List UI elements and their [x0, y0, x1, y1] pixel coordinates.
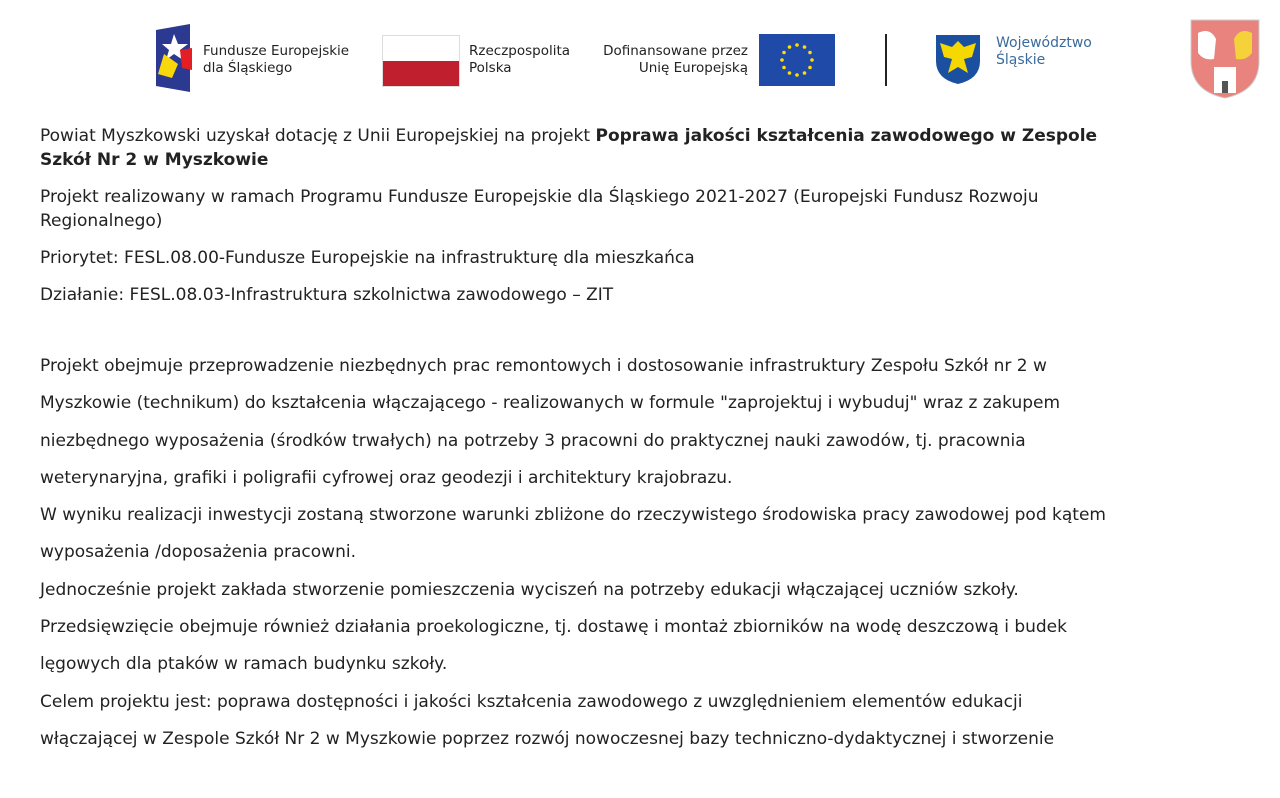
polish-flag-icon — [382, 35, 460, 87]
star-icon — [795, 43, 799, 47]
description-line: wyposażenia /doposażenia pracowni. — [40, 542, 356, 563]
article-content — [40, 124, 1106, 758]
eu-line1: Dofinansowane przez — [603, 43, 748, 59]
star-icon — [808, 51, 812, 55]
star-icon — [795, 73, 799, 77]
star-icon — [803, 45, 807, 49]
star-icon — [803, 71, 807, 75]
fe-line2: dla Śląskiego — [203, 60, 293, 76]
fe-logo-icon — [156, 24, 194, 92]
intro-text: Powiat Myszkowski uzyskał dotację z Unii Europejskiej na projekt — [40, 126, 596, 146]
star-icon — [808, 66, 812, 70]
silesia-coat-of-arms-icon — [934, 33, 982, 85]
star-icon — [782, 66, 786, 70]
priority-text: Priorytet: FESL.08.00-Fundusze Europejskie na infrastrukturę dla mieszkańca — [40, 248, 695, 268]
eu-logo-text — [590, 43, 748, 77]
description — [40, 348, 1106, 758]
description-line: niezbędnego wyposażenia (środków trwałych) na potrzeby 3 pracowni do praktycznej nauki zawodów, tj. pracownia — [40, 430, 1026, 451]
star-icon — [810, 58, 814, 62]
description-line: Projekt obejmuje przeprowadzenie niezbędnych prac remontowych i dostosowanie infrastruktury Zespołu Szkół nr 2 w — [40, 356, 1047, 376]
description-line: Jednocześnie projekt zakłada stworzenie pomieszczenia wyciszeń na potrzeby edukacji włączającej uczniów szkoły. — [40, 579, 1019, 600]
ws-line1: Województwo — [996, 35, 1092, 51]
description-line: Przedsięwzięcie obejmuje również działania proekologiczne, tj. dostawę i montaż zbiorników na wodę deszczową i budek — [40, 617, 1067, 638]
ws-logo-text — [996, 35, 1092, 69]
star-icon — [788, 45, 792, 49]
program-text: Projekt realizowany w ramach Programu Fundusze Europejskie dla Śląskiego 2021-2027 (Europejski Fundusz Rozwoju — [40, 187, 1039, 207]
rp-line2: Polska — [469, 60, 512, 76]
description-line: Myszkowie (technikum) do kształcenia włączającego - realizowanych w formule "zaprojektuj i wybuduj" wraz z zakupem — [40, 393, 1061, 414]
project-title: Poprawa jakości kształcenia zawodowego w Zespole — [595, 126, 1098, 146]
star-icon — [780, 58, 784, 62]
star-icon — [782, 51, 786, 55]
project-title-cont: Szkół Nr 2 w Myszkowie — [40, 150, 269, 170]
fe-logo-text — [203, 43, 349, 77]
intro-paragraph — [40, 124, 1106, 148]
star-icon — [788, 71, 792, 75]
eu-line2: Unię Europejską — [638, 60, 748, 76]
program-text-cont: Regionalnego) — [40, 211, 163, 231]
rp-logo-text — [469, 43, 570, 77]
description-line: Celem projektu jest: poprawa dostępności i jakości kształcenia zawodowego z uwzględnieniem elementów edukacji — [40, 691, 1023, 712]
fe-line1: Fundusze Europejskie — [203, 43, 350, 59]
divider — [885, 34, 887, 86]
description-line: lęgowych dla ptaków w ramach budynku szkoły. — [40, 654, 448, 675]
logo-bar — [0, 0, 1280, 110]
eu-flag-icon — [759, 34, 835, 86]
rp-line1: Rzeczpospolita — [469, 43, 571, 59]
ws-line2: Śląskie — [996, 52, 1046, 68]
description-line: weterynaryjna, grafiki i poligrafii cyfrowej oraz geodezji i architektury krajobrazu. — [40, 467, 733, 488]
myszkow-county-coat-of-arms-icon — [1190, 19, 1260, 99]
action-text: Działanie: FESL.08.03-Infrastruktura szkolnictwa zawodowego – ZIT — [40, 285, 614, 305]
description-line: W wyniku realizacji inwestycji zostaną stworzone warunki zbliżone do rzeczywistego środowiska pracy zawodowej pod kątem — [40, 505, 1106, 526]
description-line: włączającej w Zespole Szkół Nr 2 w Myszkowie poprzez rozwój nowoczesnej bazy techniczno-dydaktycznej i stworzenie — [40, 728, 1055, 749]
